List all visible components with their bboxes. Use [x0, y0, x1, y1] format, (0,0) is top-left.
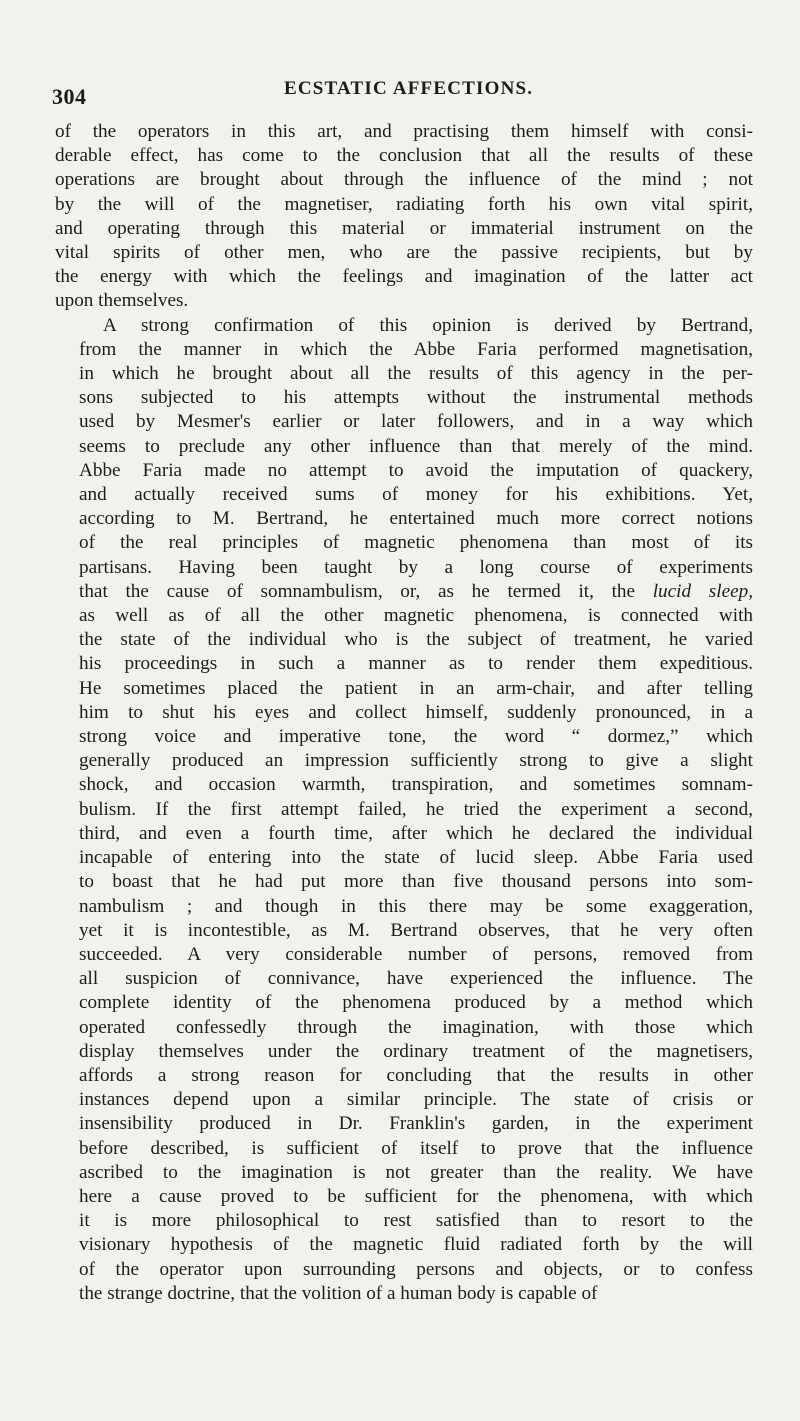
text-line: bulism. If the first attempt failed, he tried the experiment a second, [79, 798, 753, 820]
text-line: in which he brought about all the results of this agency in the per- [79, 363, 753, 385]
text-line: the state of the individual who is the subject of treatment, he varied [79, 629, 753, 651]
text-line: succeeded. A very considerable number of persons, removed from [79, 943, 753, 965]
text-line: insensibility produced in Dr. Franklin's garden, in the experiment [79, 1113, 753, 1135]
text-line: him to shut his eyes and collect himself, suddenly pronounced, in a [79, 701, 753, 723]
text-line: shock, and occasion warmth, transpiration, and sometimes somnam- [79, 774, 753, 796]
text-line: ascribed to the imagination is not greater than the reality. We have [79, 1161, 753, 1183]
page-number: 304 [52, 84, 87, 109]
text-line: seems to preclude any other influence than that merely of the mind. [79, 435, 753, 457]
text-line: and operating through this material or immaterial instrument on the [55, 217, 753, 239]
text-line: of the operators in this art, and practising them himself with consi- [55, 121, 753, 142]
text-line: strong voice and imperative tone, the word “ dormez,” which [79, 726, 753, 748]
text-line: instances depend upon a similar principle. The state of crisis or [79, 1089, 753, 1111]
text-line: before described, is sufficient of itself to prove that the influence [79, 1137, 753, 1159]
text-line: display themselves under the ordinary treatment of the magnetisers, [79, 1040, 753, 1062]
text-line: vital spirits of other men, who are the passive recipients, but by [55, 242, 753, 264]
text-line: the energy with which the feelings and imagination of the latter act [55, 266, 753, 288]
text-line: from the manner in which the Abbe Faria performed magnetisation, [79, 338, 753, 360]
body-text [55, 120, 753, 1306]
text-line: nambulism ; and though in this there may be some exaggeration, [79, 895, 753, 917]
text-line: of the real principles of magnetic phenomena than most of its [79, 532, 753, 554]
running-head: ECSTATIC AFFECTIONS. [284, 78, 534, 99]
text-line: and actually received sums of money for his exhibitions. Yet, [79, 484, 753, 506]
text-line: A strong confirmation of this opinion is derived by Bertrand, [103, 314, 753, 336]
text-line: affords a strong reason for concluding that the results in other [79, 1064, 753, 1086]
paragraph [55, 120, 753, 314]
paragraph [55, 314, 753, 1306]
text-line: that the cause of somnambulism, or, as he termed it, the lucid sleep, [79, 580, 753, 602]
text-line: operated confessedly through the imagination, with those which [79, 1016, 753, 1038]
text-line: by the will of the magnetiser, radiating forth his own vital spirit, [55, 193, 753, 215]
text-line: complete identity of the phenomena produced by a method which [79, 992, 753, 1014]
text-line: to boast that he had put more than five thousand persons into som- [79, 871, 753, 893]
text-line: visionary hypothesis of the magnetic fluid radiated forth by the will [79, 1234, 753, 1256]
page-header [52, 78, 752, 114]
text-line: upon themselves. [55, 290, 189, 312]
text-line: as well as of all the other magnetic phenomena, is connected with [79, 605, 753, 627]
text-line: He sometimes placed the patient in an arm-chair, and after telling [79, 677, 753, 699]
text-line: according to M. Bertrand, he entertained much more correct notions [79, 508, 753, 530]
text-line: operations are brought about through the influence of the mind ; not [55, 169, 753, 191]
text-line: of the operator upon surrounding persons and objects, or to confess [79, 1258, 753, 1280]
text-line: it is more philosophical to rest satisfied than to resort to the [79, 1210, 753, 1232]
text-line: third, and even a fourth time, after which he declared the individual [79, 822, 753, 844]
text-line: yet it is incontestible, as M. Bertrand observes, that he very often [79, 919, 753, 941]
text-line: Abbe Faria made no attempt to avoid the imputation of quackery, [79, 459, 753, 481]
text-line: derable effect, has come to the conclusion that all the results of these [55, 145, 753, 167]
text-line: partisans. Having been taught by a long course of experiments [79, 556, 753, 578]
text-line: here a cause proved to be sufficient for the phenomena, with which [79, 1185, 753, 1207]
text-line: generally produced an impression sufficiently strong to give a slight [79, 750, 753, 772]
text-line: used by Mesmer's earlier or later followers, and in a way which [79, 411, 753, 433]
text-line: sons subjected to his attempts without the instrumental methods [79, 387, 753, 409]
text-line: his proceedings in such a manner as to render them expeditious. [79, 653, 753, 675]
text-line: the strange doctrine, that the volition of a human body is capable of [79, 1282, 598, 1304]
text-line: all suspicion of connivance, have experienced the influence. The [79, 968, 753, 990]
text-line: incapable of entering into the state of lucid sleep. Abbe Faria used [79, 847, 753, 869]
